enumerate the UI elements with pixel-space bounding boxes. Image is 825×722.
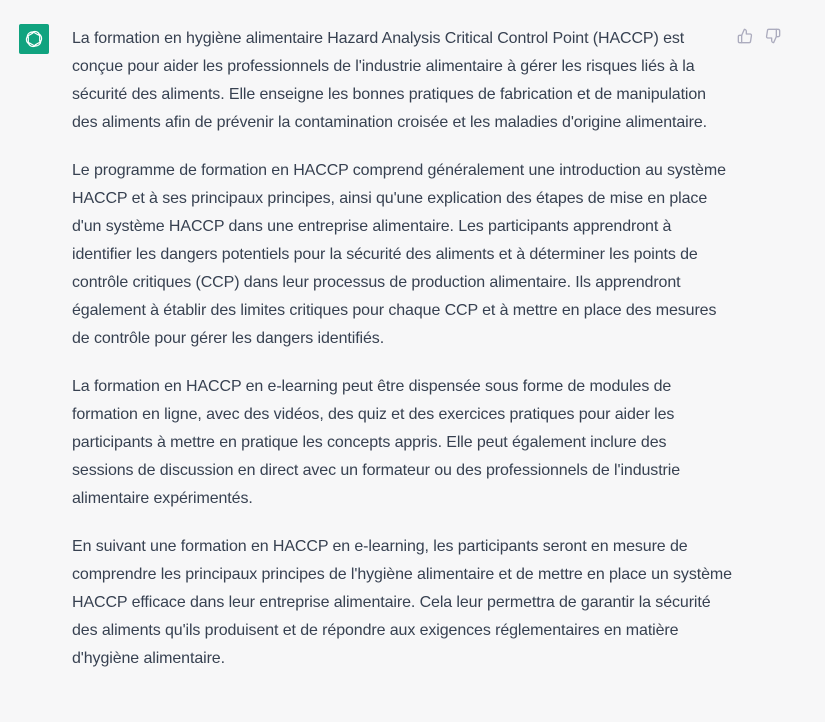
thumbs-up-button[interactable] (737, 28, 753, 44)
message-paragraph-4: En suivant une formation en HACCP en e-learning, les participants seront en mesure de comprendre les principaux principes de l'hygiène alimentaire et de mettre en place un système HACCP efficace dans leur entreprise alimentaire. Cela leur permettra de garantir la sécurité des aliments qu'ils produisent et de répondre aux exigences réglementaires en matière d'hygiène alimentaire. (72, 538, 732, 667)
message-paragraph-2: Le programme de formation en HACCP comprend généralement une introduction au système HACCP et à ses principaux principes, ainsi qu'une explication des étapes de mise en place d'un système HACCP dans une entreprise alimentaire. Les participants apprendront à identifier les dangers potentiels pour la sécurité des aliments et à déterminer les points de contrôle critiques (CCP) dans leur processus de production alimentaire. Ils apprendront également à établir des limites critiques pour chaque CCP et à mettre en place des mesures de contrôle pour gérer les dangers identifiés. (72, 162, 726, 347)
thumbs-down-button[interactable] (765, 28, 781, 44)
assistant-avatar (19, 24, 49, 54)
message-text (72, 25, 732, 693)
openai-logo-icon (23, 28, 45, 50)
thumbs-up-icon (737, 28, 753, 44)
message-paragraph-1: La formation en hygiène alimentaire Hazard Analysis Critical Control Point (HACCP) est conçue pour aider les professionnels de l'industrie alimentaire à gérer les risques liés à la sécurité des aliments. Elle enseigne les bonnes pratiques de fabrication et de manipulation des aliments afin de prévenir la contamination croisée et les maladies d'origine alimentaire. (72, 30, 707, 131)
message-paragraph-3: La formation en HACCP en e-learning peut être dispensée sous forme de modules de formation en ligne, avec des vidéos, des quiz et des exercices pratiques pour aider les participants à mettre en pratique les concepts appris. Elle peut également inclure des sessions de discussion en direct avec un formateur ou des professionnels de l'industrie alimentaire expérimentés. (72, 378, 681, 507)
feedback-controls (737, 28, 781, 44)
thumbs-down-icon (765, 28, 781, 44)
